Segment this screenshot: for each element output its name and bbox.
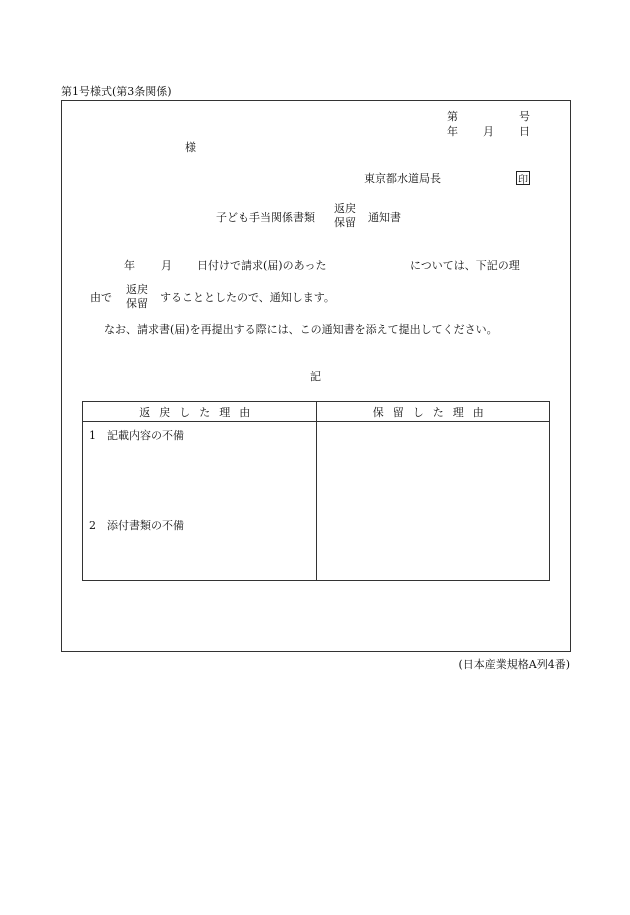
return-reason-item: 1 記載内容の不備 — [89, 429, 184, 442]
body-option-hold: 保留 — [126, 297, 148, 310]
number-suffix: 号 — [519, 110, 530, 123]
body-year: 年 — [124, 259, 135, 272]
paper-size-note: (日本産業規格A列4番) — [458, 658, 570, 671]
return-reason-item: 2 添付書類の不備 — [89, 519, 184, 532]
body-line2-head: 由で — [90, 291, 112, 304]
body-option-return: 返戻 — [126, 283, 148, 296]
ki-heading: 記 — [310, 370, 321, 383]
title-options — [334, 202, 356, 230]
return-reason-cell — [83, 422, 317, 581]
number-prefix: 第 — [447, 110, 458, 123]
body-line3: なお、請求書(届)を再提出する際には、この通知書を添えて提出してください。 — [104, 323, 498, 336]
body-line1-tail: については、下記の理 — [410, 259, 520, 272]
hold-reason-cell — [316, 422, 550, 581]
title-option-return: 返戻 — [334, 202, 356, 215]
reasons-table — [82, 401, 550, 581]
addressee-suffix: 様 — [185, 141, 196, 154]
issuer: 東京都水道局長 — [364, 172, 441, 185]
body-line2-tail: することとしたので、通知します。 — [160, 291, 335, 304]
seal-mark: 印 — [516, 171, 530, 185]
date-year: 年 — [447, 125, 458, 138]
body-month: 月 — [161, 259, 172, 272]
form-label: 第1号様式(第3条関係) — [61, 85, 172, 98]
header-return-reason: 返戻した理由 — [83, 402, 317, 422]
title-tail: 通知書 — [368, 211, 401, 224]
date-day: 日 — [519, 125, 530, 138]
body-options — [126, 283, 148, 311]
title-option-hold: 保留 — [334, 216, 356, 229]
date-month: 月 — [483, 125, 494, 138]
body-line1-text: 日付けで請求(届)のあった — [197, 259, 327, 272]
title-main: 子ども手当関係書類 — [216, 211, 315, 224]
header-hold-reason: 保留した理由 — [316, 402, 550, 422]
